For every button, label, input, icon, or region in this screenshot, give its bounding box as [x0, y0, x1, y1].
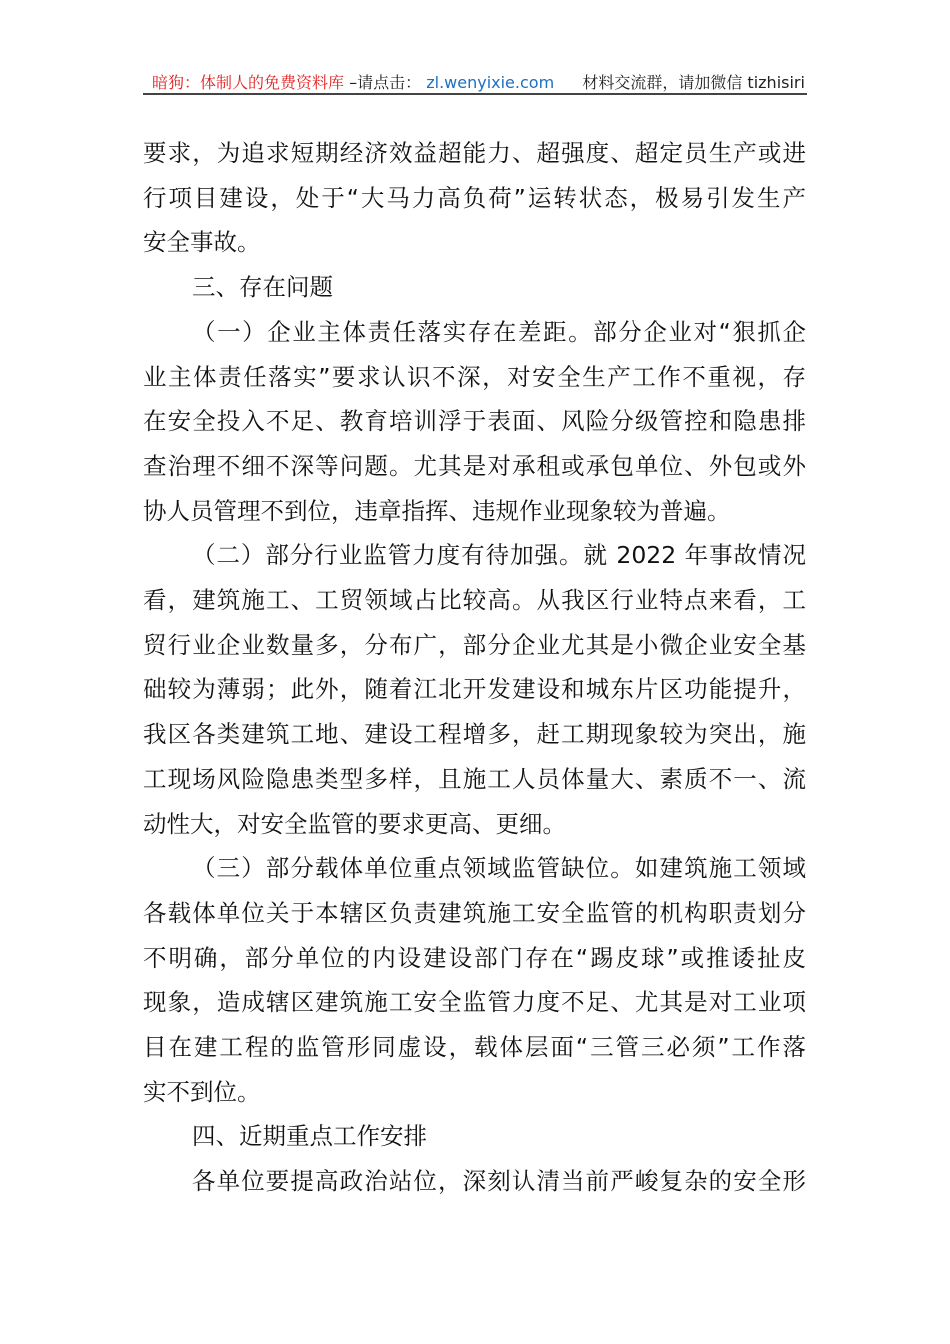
text-line: 实不到位。 [143, 1077, 261, 1106]
page-header [152, 70, 805, 93]
text-line: 我区各类建筑工地、建设工程增多，赶工期现象较为突出，施 [143, 720, 806, 749]
text-line: 目在建工程的监管形同虚设，载体层面“三管三必须”工作落 [143, 1033, 806, 1061]
text-line: 安全事故。 [143, 228, 261, 257]
text-line: （二）部分行业监管力度有待加强。就 2022 年事故情况 [192, 541, 806, 570]
header-brand: 暗狗：体制人的免费资料库 [152, 73, 345, 92]
text-line: 业主体责任落实”要求认识不深，对安全生产工作不重视，存 [143, 362, 806, 391]
text-line: 查治理不细不深等问题。尤其是对承租或承包单位、外包或外 [143, 451, 806, 480]
header-link[interactable]: zl.wenyixie.com [426, 73, 555, 92]
text-line: 要求，为追求短期经济效益超能力、超强度、超定员生产或进 [143, 139, 806, 167]
text-line: 协人员管理不到位，违章指挥、违规作业现象较为普遍。 [143, 496, 731, 525]
text-line: 不明确，部分单位的内设建设部门存在“踢皮球”或推诿扯皮 [143, 943, 806, 972]
text-line: 三、存在问题 [192, 273, 333, 302]
text-line: 看，建筑施工、工贸领域占比较高。从我区行业特点来看，工 [143, 586, 806, 614]
text-line: 各单位要提高政治站位，深刻认清当前严峻复杂的安全形 [192, 1167, 806, 1196]
text-line: （三）部分载体单位重点领域监管缺位。如建筑施工领域 [192, 854, 806, 883]
header-prompt: –请点击： [349, 73, 422, 92]
text-line: 现象，造成辖区建筑施工安全监管力度不足、尤其是对工业项 [143, 988, 806, 1017]
header-rule [143, 93, 807, 95]
text-line: 各载体单位关于本辖区负责建筑施工安全监管的机构职责划分 [143, 898, 806, 927]
text-line: 贸行业企业数量多，分布广，部分企业尤其是小微企业安全基 [143, 630, 806, 659]
text-line: （一）企业主体责任落实存在差距。部分企业对“狠抓企 [192, 317, 806, 346]
text-line: 础较为薄弱；此外，随着江北开发建设和城东片区功能提升， [143, 675, 806, 704]
text-line: 行项目建设，处于“大马力高负荷”运转状态，极易引发生产 [143, 183, 806, 212]
text-line: 工现场风险隐患类型多样，且施工人员体量大、素质不一、流 [143, 764, 806, 793]
text-line: 在安全投入不足、教育培训浮于表面、风险分级管控和隐患排 [143, 407, 806, 436]
text-line: 动性大，对安全监管的要求更高、更细。 [143, 809, 566, 838]
text-line: 四、近期重点工作安排 [192, 1122, 427, 1151]
header-group-note: 材料交流群，请加微信 tizhisiri [582, 73, 805, 92]
